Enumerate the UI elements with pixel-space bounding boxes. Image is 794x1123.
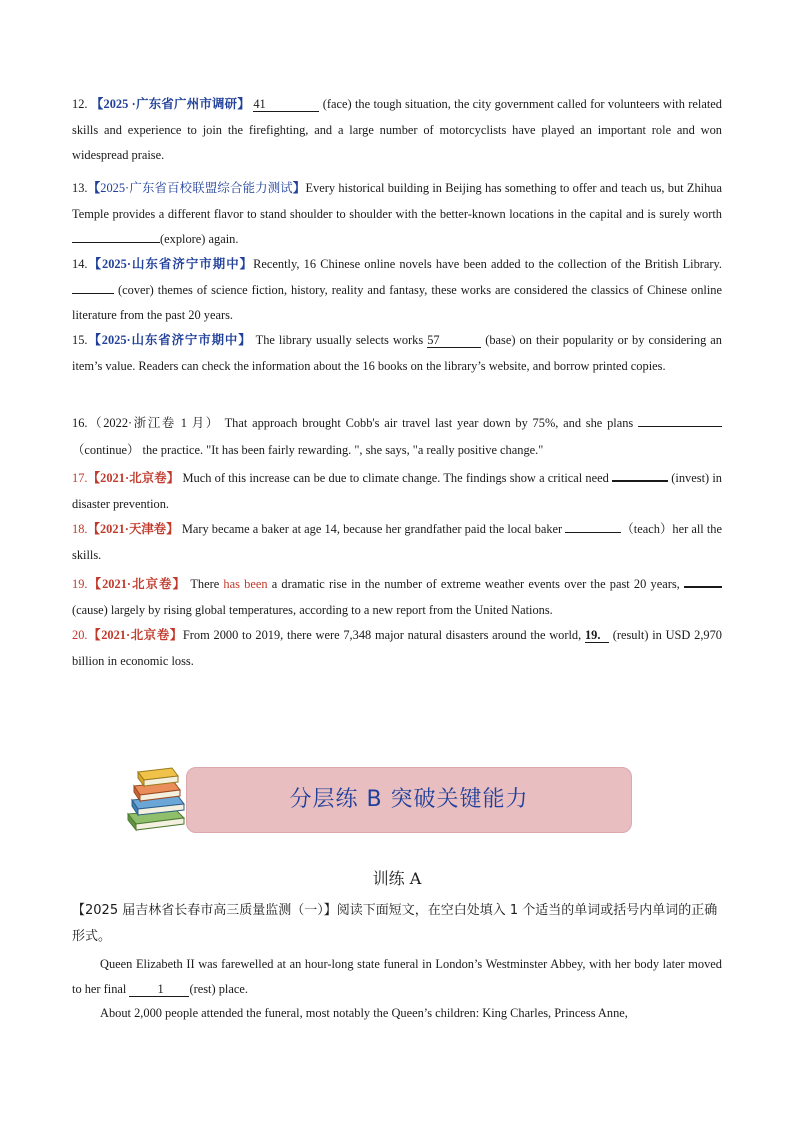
question-number: 19.: [72, 577, 88, 591]
passage-blank-1[interactable]: 1: [129, 982, 189, 997]
question-text-after: (cause) largely by rising global temperatures, according to a new report from the United Nations.: [72, 603, 553, 617]
question-16: [72, 410, 722, 464]
question-number: 20.: [72, 628, 88, 642]
source-bracket-close: 】: [238, 333, 252, 347]
passage-paragraph-1: [72, 952, 722, 1001]
books-icon: [124, 762, 188, 832]
source-bracket-open: 【: [87, 333, 102, 347]
answer-blank[interactable]: [565, 532, 621, 533]
question-20: [72, 622, 722, 674]
question-number: 12.: [72, 97, 88, 111]
question-text: There: [190, 577, 224, 591]
question-text: Mary became a baker at age 14, because her grandfather paid the local baker: [181, 522, 566, 536]
question-text: That approach brought Cobb's air travel last year down by 75%, and she plans: [224, 416, 638, 430]
question-source: 2025·山东省济宁市期中: [101, 333, 239, 347]
source-bracket-close: 】: [172, 577, 187, 591]
question-19: [72, 571, 722, 623]
question-text-after: (result) in USD 2,970 billion in economic loss.: [72, 628, 723, 668]
answer-blank[interactable]: [684, 586, 722, 588]
question-13: [72, 176, 722, 253]
question-text-after: (base) on their popularity or by considering an item’s value. Readers can check the information about the 16 books on the library’s website, and borrow printed copies.: [72, 333, 722, 373]
answer-blank[interactable]: [612, 480, 668, 482]
question-text: Recently, 16 Chinese online novels have been added to the collection of the British Library.: [253, 257, 723, 271]
question-15: [72, 328, 722, 379]
question-number: 13.: [72, 181, 88, 195]
question-source: 2021·北京卷: [100, 471, 167, 485]
source-bracket-close: 】: [169, 628, 183, 642]
question-source: 2025·山东省济宁市期中: [102, 257, 240, 271]
answer-blank[interactable]: [72, 293, 114, 294]
training-title: 训练 A: [372, 869, 422, 888]
question-text: (face) the tough situation, the city government called for volunteers with related skills and experience to join the firefighting, and a large number of motorcyclists have played an important role and won widespread praise.: [72, 97, 722, 162]
question-source: 2021·北京卷: [101, 628, 170, 642]
question-14: [72, 252, 722, 329]
question-text: From 2000 to 2019, there were 7,348 major natural disasters around the world,: [182, 628, 585, 642]
question-source: 2025 ·广东省广州市调研: [103, 97, 238, 111]
question-text-continued: a dramatic rise in the number of extreme weather events over the past 20 years,: [267, 577, 684, 591]
question-source: 2025·广东省百校联盟综合能力测试: [100, 181, 293, 195]
answer-blank[interactable]: [638, 426, 722, 427]
question-text-after: （teach）her all the skills.: [72, 522, 723, 562]
answer-blank[interactable]: 41: [253, 97, 319, 112]
source-bracket-open: 【: [90, 97, 104, 111]
question-number: 18.: [72, 522, 88, 536]
source-bracket-open: 【: [87, 257, 103, 271]
question-source: 2021·北京卷: [102, 577, 173, 591]
banner-title: 分层练 B 突破关键能力: [289, 787, 529, 812]
question-text: Every historical building in Beijing has something to offer and teach us, but Zhihua Temple provides a different flavor to stand shoulder to shoulder with the better-known locations in the capital and is surely worth: [72, 181, 722, 221]
source-bracket-close: 】: [166, 471, 180, 485]
question-number: 16.: [72, 416, 88, 430]
section-banner: [186, 767, 632, 833]
source-bracket-open: 【: [87, 181, 101, 195]
question-18: [72, 516, 722, 568]
question-source: 2021·天津卷: [99, 522, 167, 536]
highlighted-phrase: has been: [223, 577, 268, 591]
source-bracket-close: 】: [166, 522, 179, 536]
passage-paragraph-2: About 2,000 people attended the funeral, most notably the Queen’s children: King Charles, Princess Anne,: [100, 1006, 628, 1020]
passage-text: Queen Elizabeth II was farewelled at an hour-long state funeral in London’s Westminster Abbey, with her body later moved to her final: [72, 957, 722, 996]
source-bracket-close: 】: [292, 181, 306, 195]
question-text-after: (invest) in disaster prevention.: [72, 471, 723, 511]
question-12: [72, 92, 722, 169]
question-number: 17.: [72, 471, 88, 485]
answer-blank[interactable]: 19.: [585, 628, 609, 643]
source-bracket-close: 】: [239, 257, 254, 271]
source-bracket-open: 【: [87, 628, 102, 642]
question-text-after: (explore) again.: [160, 232, 239, 246]
source-bracket-open: 【: [87, 577, 103, 591]
question-text-after: (cover) themes of science fiction, history, reality and fantasy, these works are considered the classics of Chinese online literature from the past 20 years.: [72, 282, 722, 322]
question-text: The library usually selects works: [255, 333, 428, 347]
source-bracket-close: 】: [237, 97, 250, 111]
training-instructions: 【2025 届吉林省长春市高三质量监测（一）】阅读下面短文，在空白处填入 1 个适当的单词或括号内单词的正确形式。: [72, 903, 718, 944]
source-bracket-open: 【: [87, 522, 100, 536]
answer-blank[interactable]: [72, 242, 160, 243]
passage-text-after: (rest) place.: [189, 981, 248, 996]
question-source: （2022·浙江卷 1 月）: [87, 416, 220, 430]
question-17: [72, 465, 722, 517]
source-bracket-open: 【: [87, 471, 101, 485]
question-number: 14.: [72, 257, 88, 271]
question-number: 15.: [72, 333, 88, 347]
question-text: Much of this increase can be due to climate change. The findings show a critical need: [182, 471, 613, 485]
question-text-after: （continue） the practice. "It has been fairly rewarding. ", she says, "a really positive change.": [72, 443, 544, 457]
answer-blank[interactable]: 57: [427, 333, 481, 348]
